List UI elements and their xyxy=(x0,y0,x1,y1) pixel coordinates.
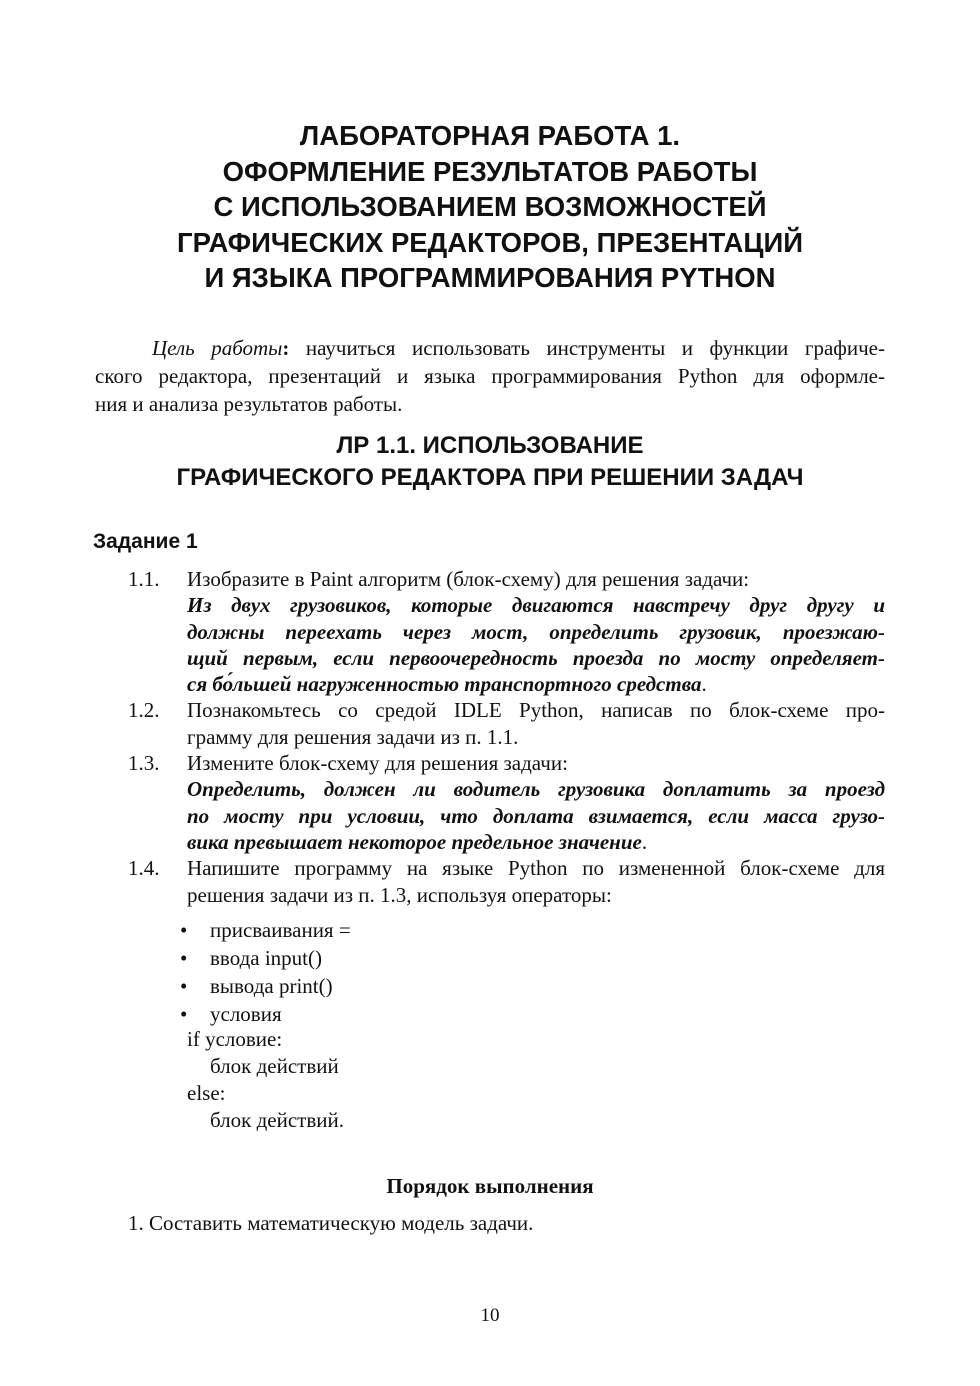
goal-line xyxy=(95,334,885,362)
goal-text: научиться использовать инструменты и функции графиче- xyxy=(289,336,885,360)
bullet-icon: • xyxy=(180,1002,188,1026)
item-text: грамму для решения задачи из п. 1.1. xyxy=(187,724,519,749)
section-title-line: ЛР 1.1. ИСПОЛЬЗОВАНИЕ xyxy=(336,432,644,459)
item-text: Изобразите в Paint алгоритм (блок-схему) для решения задачи: xyxy=(187,567,750,591)
operator-list xyxy=(180,916,351,1028)
code-line: блок действий xyxy=(210,1054,339,1078)
goal-colon: : xyxy=(282,336,290,360)
task-statement-line: Определить, должен ли водитель грузовика доплатить за проезд xyxy=(187,777,885,802)
bullet-text: условия xyxy=(210,1002,282,1026)
item-text: решения задачи из п. 1.3, используя операторы: xyxy=(187,882,612,907)
code-snippet xyxy=(187,1026,344,1134)
goal-label: Цель работы xyxy=(152,336,283,360)
bullet-text: присваивания = xyxy=(210,918,351,942)
period: . xyxy=(641,829,648,854)
task-statement-line: по мосту при условии, что доплата взимается, если масса грузо- xyxy=(187,803,885,828)
task-heading: Задание 1 xyxy=(93,530,198,553)
code-line: else: xyxy=(187,1081,226,1105)
title-line: С ИСПОЛЬЗОВАНИЕМ ВОЗМОЖНОСТЕЙ xyxy=(213,191,767,222)
title-line: И ЯЗЫКА ПРОГРАММИРОВАНИЯ PYTHON xyxy=(204,262,776,293)
bullet-icon: • xyxy=(180,974,188,998)
item-number: 1.3. xyxy=(128,751,160,776)
item-number: 1.1. xyxy=(128,567,160,591)
item-number: 1.2. xyxy=(128,698,160,723)
task-statement-line: должны переехать через мост, определить грузовик, проезжаю- xyxy=(187,619,885,644)
task-list xyxy=(0,566,980,908)
bullet-item xyxy=(180,944,351,972)
title-line: ОФОРМЛЕНИЕ РЕЗУЛЬТАТОВ РАБОТЫ xyxy=(222,155,758,187)
period: . xyxy=(701,672,707,697)
bullet-icon: • xyxy=(180,918,188,942)
title-line: ГРАФИЧЕСКИХ РЕДАКТОРОВ, ПРЕЗЕНТАЦИЙ xyxy=(176,226,804,258)
bullet-item xyxy=(180,972,351,1000)
task-statement-line: вика превышает некоторое предельное значение xyxy=(187,829,642,854)
section-title xyxy=(0,430,980,494)
page-number: 10 xyxy=(480,1305,500,1326)
item-text: Измените блок-схему для решения задачи: xyxy=(187,751,568,776)
bullet-item xyxy=(180,1000,351,1028)
goal-line: ния и анализа результатов работы. xyxy=(95,392,403,416)
code-line: блок действий. xyxy=(210,1108,344,1132)
procedure-step: 1. Составить математическую модель задачи. xyxy=(128,1211,534,1235)
bullet-icon: • xyxy=(180,946,188,970)
page-title xyxy=(0,118,980,296)
item-number: 1.4. xyxy=(128,856,160,881)
bullet-item xyxy=(180,916,351,944)
section-title-line: ГРАФИЧЕСКОГО РЕДАКТОРА ПРИ РЕШЕНИИ ЗАДАЧ xyxy=(176,464,804,491)
item-text: Познакомьтесь со средой IDLE Python, написав по блок-схеме про- xyxy=(187,698,885,723)
list-item xyxy=(0,697,980,750)
title-line: ЛАБОРАТОРНАЯ РАБОТА 1. xyxy=(299,120,681,151)
list-item xyxy=(0,566,980,697)
bullet-text: вывода print() xyxy=(210,974,333,998)
goal-line: ского редактора, презентаций и языка программирования Python для оформле- xyxy=(95,364,885,388)
list-item xyxy=(0,750,980,855)
task-statement-line: щий первым, если первоочередность проезда по мосту определяет- xyxy=(187,645,885,670)
goal-paragraph xyxy=(95,334,885,418)
task-statement-line: Из двух грузовиков, которые двигаются навстречу друг другу и xyxy=(187,593,885,618)
bullet-text: ввода input() xyxy=(210,946,322,970)
code-line: if условие: xyxy=(187,1027,283,1051)
procedure-heading: Порядок выполнения xyxy=(386,1174,594,1198)
list-item xyxy=(0,855,980,908)
task-statement-line: ся бо́льшей нагруженностью транспортного средства xyxy=(187,672,702,697)
item-text: Напишите программу на языке Python по измененной блок-схеме для xyxy=(187,856,885,881)
